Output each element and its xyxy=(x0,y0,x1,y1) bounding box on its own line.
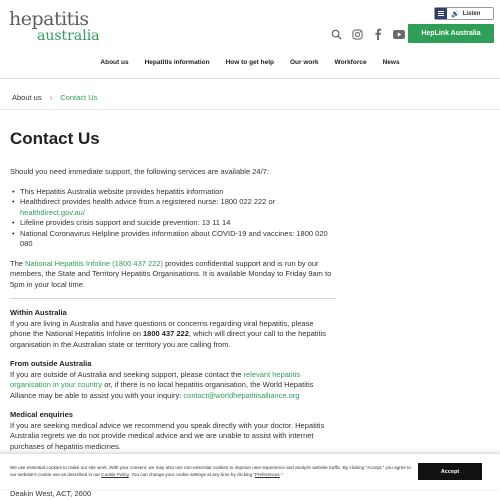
outside-australia-text: If you are outside of Australia and seeking support, please contact the relevant hepatitis organisation in your country or, if there is no local hepatitis organisation, the World Hepatitis Alliance may be able to assist you with your inquiry: contact@worldhepatitisalliance.org xyxy=(10,369,314,400)
logo-text-bottom: australia xyxy=(37,28,100,44)
page-title: Contact Us xyxy=(10,129,100,148)
site-header xyxy=(0,0,500,78)
infoline-paragraph: The National Hepatitis Infoline (1800 437 222) provides confidential support and is run by our members, the State and Territory Hepatitis Organisations. It is available Monday to Friday 9am to 5pm in your local time. xyxy=(10,258,332,289)
alliance-email-link[interactable]: contact@worldhepatitisalliance.org xyxy=(183,390,300,400)
breadcrumb-divider xyxy=(0,109,500,110)
speaker-icon: 🔊 xyxy=(451,10,460,18)
healthdirect-link[interactable]: healthdirect.gov.au/ xyxy=(20,207,85,217)
main-content xyxy=(10,167,336,452)
nav-item-workforce[interactable]: Workforce xyxy=(334,59,367,66)
breadcrumb-about-us[interactable]: About us xyxy=(12,93,42,102)
section-divider xyxy=(10,298,336,299)
within-australia-heading: Within Australia xyxy=(10,308,67,317)
listen-widget[interactable] xyxy=(434,7,494,20)
preferences-link[interactable]: Preferences xyxy=(254,472,280,477)
nav-item-our-work[interactable]: Our work xyxy=(290,59,319,66)
intro-text: Should you need immediate support, the following services are available 24/7: xyxy=(10,167,269,176)
header-divider xyxy=(0,78,500,79)
breadcrumb xyxy=(12,93,97,102)
outside-australia-heading: From outside Australia xyxy=(10,359,92,368)
instagram-icon[interactable] xyxy=(351,28,363,40)
cookie-policy-link[interactable]: Cookie Policy xyxy=(101,472,129,477)
list-item: • Healthdirect provides health advice from a registered nurse: 1800 022 222 or healthdirect.gov.au/ xyxy=(20,197,336,218)
footer-address: Deakin West, ACT, 2600 xyxy=(10,489,92,498)
hepatitis-organisation-link[interactable]: relevant hepatitis organisation in your country xyxy=(10,369,301,389)
nav-item-how-to-get-help[interactable]: How to get help xyxy=(225,59,274,66)
list-item: • National Coronavirus Helpline provides information about COVID-19 and vaccines: 1800 020 080 xyxy=(20,229,336,250)
medical-enquiries-heading: Medical enquiries xyxy=(10,410,73,419)
breadcrumb-current: Contact Us xyxy=(60,93,98,102)
list-item: • Lifeline provides crisis support and suicide prevention: 13 11 14 xyxy=(20,218,336,229)
main-nav xyxy=(0,59,500,66)
facebook-icon[interactable] xyxy=(372,28,384,40)
youtube-icon[interactable] xyxy=(393,28,405,40)
menu-icon[interactable] xyxy=(435,8,447,19)
cookie-text: We use essential cookies to make our site work. With your consent, we may also use non-essential cookies to improve user experience and analyze website traffic. By clicking “Accept,” you agree to our website's cookie use as described in our Cookie Policy. You can change your cookie settings at any time by clicking “Preferences.” xyxy=(10,465,411,477)
medical-enquiries-text: If you are seeking medical advice we recommend you speak directly with your doctor. Hepatitis Australia regrets we do not provide medical advice and we are unable to assist with internet purchases of hepatitis medicines. xyxy=(10,420,325,451)
within-australia-text: If you are living in Australia and have questions or concerns regarding viral hepatitis, please phone the National Hepatitis Infoline on 1800 437 222, which will direct your call to the hepatitis organisation in the Australian state or territory you are calling from. xyxy=(10,318,327,349)
national-hepatitis-infoline-link[interactable]: National Hepatitis Infoline (1800 437 222) xyxy=(25,258,164,268)
services-list xyxy=(20,187,336,250)
nav-item-hepatitis-information[interactable]: Hepatitis information xyxy=(144,59,210,66)
nav-item-about-us[interactable]: About us xyxy=(100,59,129,66)
list-item: • This Hepatitis Australia website provides hepatitis information xyxy=(20,187,336,198)
header-icons xyxy=(330,27,405,41)
site-logo[interactable] xyxy=(9,8,100,45)
accept-cookies-button[interactable]: Accept xyxy=(418,463,482,480)
search-icon[interactable] xyxy=(330,28,342,40)
logo-text-top: hepatitis xyxy=(9,8,89,30)
cookie-banner xyxy=(0,453,500,489)
chevron-right-icon: › xyxy=(49,93,53,102)
infoline-number: 1800 437 222 xyxy=(143,329,189,338)
nav-item-news[interactable]: News xyxy=(382,59,400,66)
listen-button-label[interactable]: Listen xyxy=(462,10,481,17)
heplink-australia-button[interactable]: HepLink Australia xyxy=(408,24,494,43)
